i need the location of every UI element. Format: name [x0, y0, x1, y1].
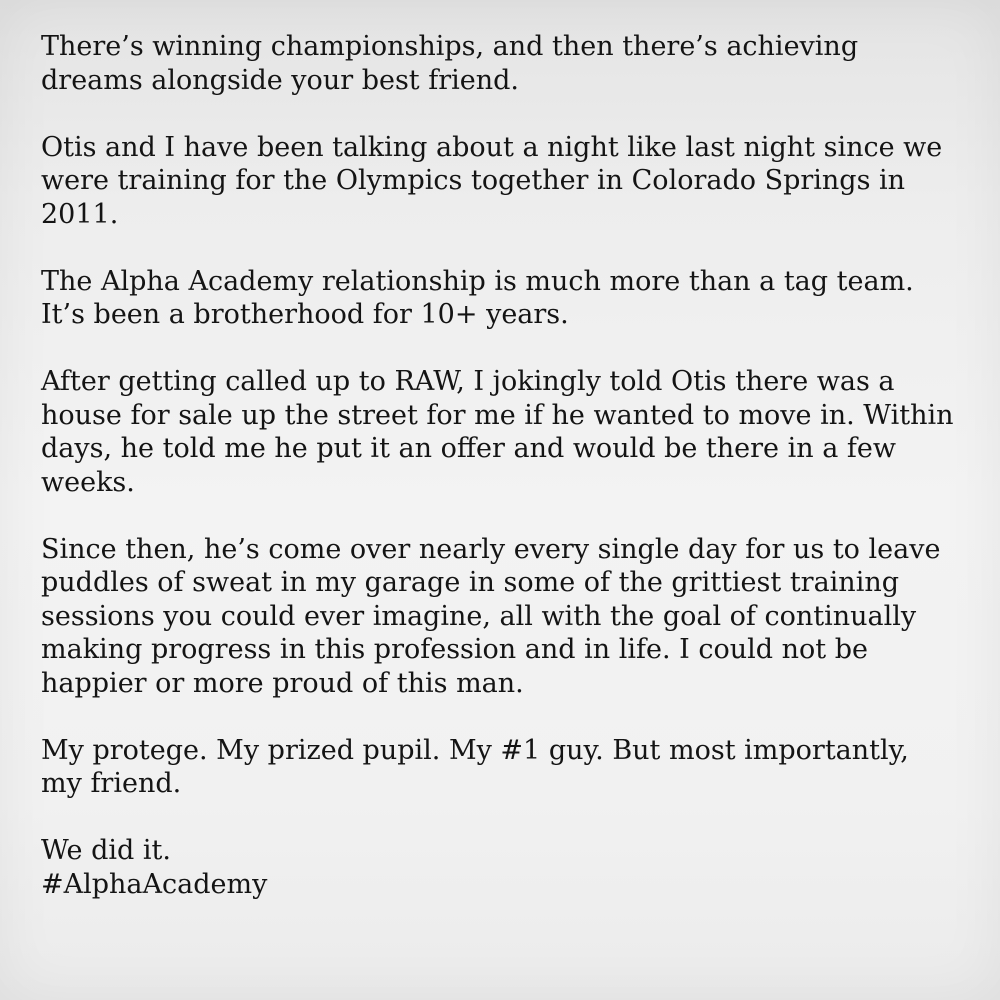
closing-line: We did it. — [41, 835, 171, 866]
paragraph-5: Since then, he’s come over nearly every single day for us to leave puddles of sweat in my garage in some of the grittiest training sessions you could ever imagine, all with the goal of continually making progress in this profession and in life. I could not be happier or more proud of this man. — [41, 533, 941, 699]
paragraph-2: Otis and I have been talking about a night like last night since we were training for the Olympics together in Colorado Springs in 2011. — [41, 131, 943, 230]
paragraph-3: The Alpha Academy relationship is much more than a tag team. It’s been a brotherhood for 10+ years. — [41, 265, 914, 330]
paragraph-1: There’s winning championships, and then there’s achieving dreams alongside your best friend. — [41, 31, 859, 96]
paragraph-4: After getting called up to RAW, I jokingly told Otis there was a house for sale up the street for me if he wanted to move in. Within days, he told me he put it an offer and would be there in a few weeks. — [41, 366, 954, 498]
paragraph-6: My protege. My prized pupil. My #1 guy. But most importantly, my friend. — [41, 734, 909, 799]
hashtag: #AlphaAcademy — [41, 868, 268, 900]
